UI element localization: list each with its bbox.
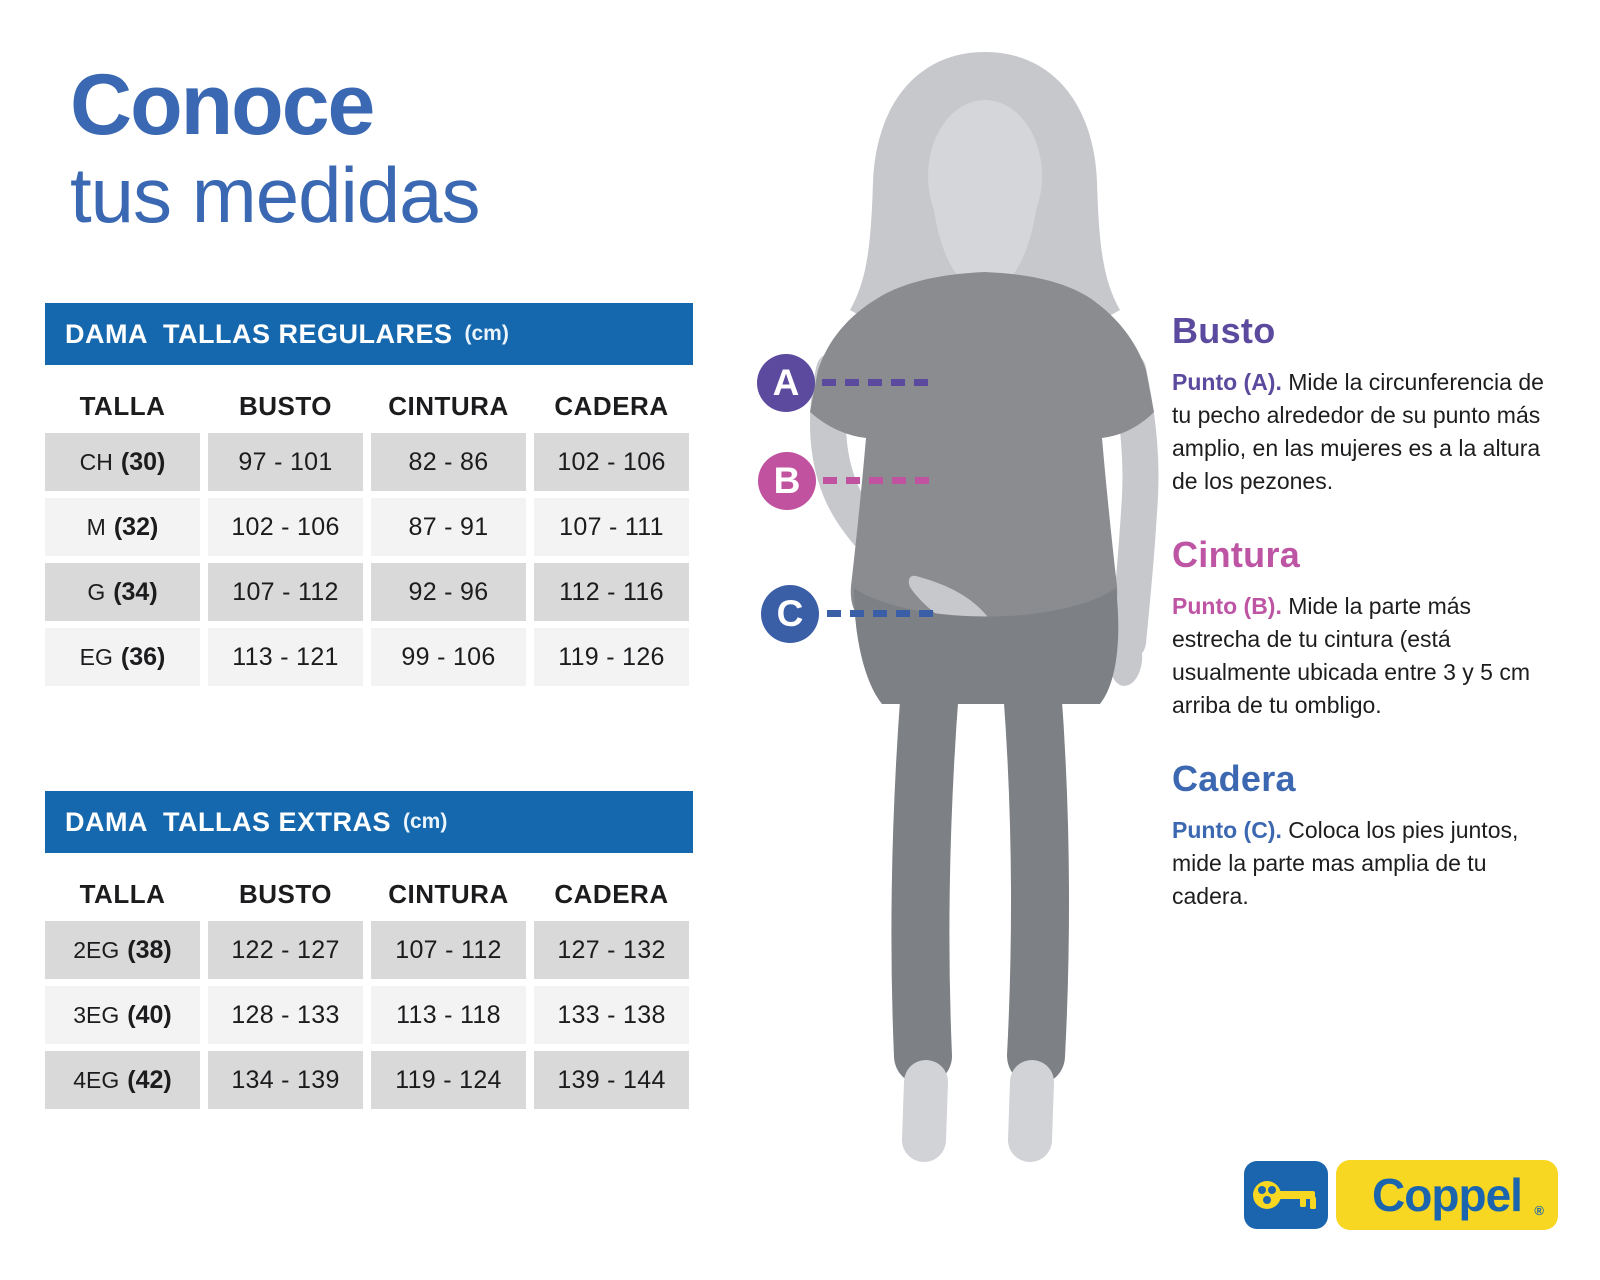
cintura-range: 92 - 96 <box>408 577 489 606</box>
coppel-wordmark <box>1336 1160 1558 1230</box>
busto-range-cell <box>208 1051 363 1109</box>
page-subtitle: tus medidas <box>70 151 480 239</box>
marker-a-label: A <box>772 362 800 403</box>
cintura-body-text: Mide la parte más estrecha de tu cintura (está usualmente ubicada entre 3 y 5 cm arriba de tu ombligo. <box>1172 593 1530 718</box>
table-header-banner <box>45 791 693 853</box>
size-cell <box>45 986 200 1044</box>
busto-range: 122 - 127 <box>231 935 340 964</box>
busto-range-cell <box>208 628 363 686</box>
cintura-range-cell <box>371 498 526 556</box>
busto-range: 97 - 101 <box>238 447 333 476</box>
shirt-shape <box>810 272 1154 641</box>
size-cell <box>45 921 200 979</box>
cadera-range: 112 - 116 <box>559 577 664 606</box>
marker-b-dashed-line <box>823 477 929 484</box>
size-number: (32) <box>113 512 159 541</box>
cintura-range-cell <box>371 986 526 1044</box>
column-header-cintura: CINTURA <box>388 390 509 421</box>
cintura-heading: Cintura <box>1172 534 1301 575</box>
left-foot <box>924 1082 926 1140</box>
busto-description <box>1172 310 1554 498</box>
busto-range: 102 - 106 <box>231 512 340 541</box>
size-cell <box>45 1051 200 1109</box>
size-number: (34) <box>113 577 158 606</box>
column-header-cadera: CADERA <box>554 390 669 421</box>
column-header-row <box>45 387 693 425</box>
cintura-range: 87 - 91 <box>408 512 489 541</box>
size-code: M <box>86 513 106 540</box>
cadera-text <box>1172 814 1554 913</box>
size-cell <box>45 563 200 621</box>
cintura-point-label: Punto (B). <box>1172 593 1282 619</box>
marker-a-dashed-line <box>822 379 928 386</box>
table-body <box>45 921 693 1109</box>
busto-range: 113 - 121 <box>232 642 339 671</box>
column-header-cadera: CADERA <box>554 878 669 909</box>
table-row <box>45 563 693 621</box>
size-number: (30) <box>120 447 166 476</box>
right-leg <box>1032 688 1040 1056</box>
cadera-range-cell <box>534 921 689 979</box>
size-code: 4EG <box>73 1066 120 1093</box>
cadera-description <box>1172 758 1554 913</box>
cadera-range: 127 - 132 <box>557 935 666 964</box>
table-row <box>45 986 693 1044</box>
table-row <box>45 628 693 686</box>
table-body <box>45 433 693 686</box>
busto-range-cell <box>208 921 363 979</box>
cadera-body-text: Coloca los pies juntos, mide la parte mas amplia de tu cadera. <box>1172 817 1519 909</box>
size-number: (42) <box>127 1065 172 1094</box>
column-header-row <box>45 875 693 913</box>
cadera-range-cell <box>534 563 689 621</box>
cintura-range: 113 - 118 <box>396 1000 501 1029</box>
size-code: G <box>87 578 106 605</box>
table-header-unit: (cm) <box>464 322 509 345</box>
cadera-range: 102 - 106 <box>557 447 666 476</box>
cintura-range: 99 - 106 <box>401 642 496 671</box>
cadera-range-cell <box>534 1051 689 1109</box>
busto-range-cell <box>208 563 363 621</box>
size-code: EG <box>79 643 113 670</box>
size-number: (38) <box>127 935 172 964</box>
size-cell <box>45 498 200 556</box>
size-code: 2EG <box>73 936 120 963</box>
cadera-range-cell <box>534 628 689 686</box>
extra-sizes-table <box>45 791 693 1116</box>
cintura-range: 119 - 124 <box>395 1065 502 1094</box>
cintura-range-cell <box>371 433 526 491</box>
size-cell <box>45 628 200 686</box>
cintura-range-cell <box>371 628 526 686</box>
cadera-range-cell <box>534 433 689 491</box>
column-header-talla: TALLA <box>79 878 166 909</box>
marker-c-label: C <box>776 593 804 634</box>
cadera-range-cell <box>534 986 689 1044</box>
coppel-key-icon <box>1244 1161 1328 1229</box>
right-foot <box>1030 1082 1032 1140</box>
table-header-banner <box>45 303 693 365</box>
busto-text <box>1172 366 1554 498</box>
table-row <box>45 1051 693 1109</box>
cintura-range: 82 - 86 <box>408 447 489 476</box>
busto-body-text: Mide la circunferencia de tu pecho alrededor de su punto más amplio, en las mujeres es a la altura de los pezones. <box>1172 369 1544 494</box>
cintura-text <box>1172 590 1554 722</box>
size-code: 3EG <box>73 1001 120 1028</box>
cadera-range-cell <box>534 498 689 556</box>
marker-b <box>758 452 816 510</box>
busto-heading: Busto <box>1172 310 1276 351</box>
table-header-unit: (cm) <box>403 810 448 833</box>
table-row <box>45 498 693 556</box>
cintura-range-cell <box>371 921 526 979</box>
cadera-heading: Cadera <box>1172 758 1296 799</box>
cadera-range: 119 - 126 <box>558 642 665 671</box>
left-leg <box>920 688 930 1056</box>
column-header-cintura: CINTURA <box>388 878 509 909</box>
busto-range-cell <box>208 433 363 491</box>
table-header-title: DAMA TALLAS EXTRAS <box>65 806 391 837</box>
busto-point-label: Punto (A). <box>1172 369 1282 395</box>
cintura-range: 107 - 112 <box>395 935 502 964</box>
size-number: (40) <box>127 1000 172 1029</box>
cadera-range: 107 - 111 <box>559 512 664 541</box>
page-title: Conoce <box>70 57 374 153</box>
cadera-point-label: Punto (C). <box>1172 817 1282 843</box>
size-number: (36) <box>120 642 166 671</box>
table-header-title: DAMA TALLAS REGULARES <box>65 318 453 349</box>
marker-c <box>761 585 819 643</box>
busto-range: 107 - 112 <box>232 577 339 606</box>
marker-a <box>757 354 815 412</box>
column-header-busto: BUSTO <box>238 390 333 421</box>
cadera-range: 133 - 138 <box>557 1000 666 1029</box>
coppel-brand-text: Coppel <box>1372 1169 1522 1221</box>
column-header-busto: BUSTO <box>238 878 333 909</box>
cadera-range: 139 - 144 <box>557 1065 666 1094</box>
table-row <box>45 433 693 491</box>
title-block <box>70 57 480 239</box>
size-code: CH <box>79 448 113 475</box>
busto-range-cell <box>208 498 363 556</box>
cintura-range-cell <box>371 563 526 621</box>
marker-c-dashed-line <box>827 610 933 617</box>
column-header-talla: TALLA <box>79 390 166 421</box>
coppel-logo <box>1244 1160 1558 1230</box>
table-row <box>45 921 693 979</box>
registered-mark: ® <box>1534 1203 1544 1218</box>
cintura-description <box>1172 534 1554 722</box>
busto-range: 128 - 133 <box>231 1000 340 1029</box>
busto-range: 134 - 139 <box>231 1065 340 1094</box>
cintura-range-cell <box>371 1051 526 1109</box>
marker-b-label: B <box>773 460 801 501</box>
size-cell <box>45 433 200 491</box>
busto-range-cell <box>208 986 363 1044</box>
regular-sizes-table <box>45 303 693 693</box>
